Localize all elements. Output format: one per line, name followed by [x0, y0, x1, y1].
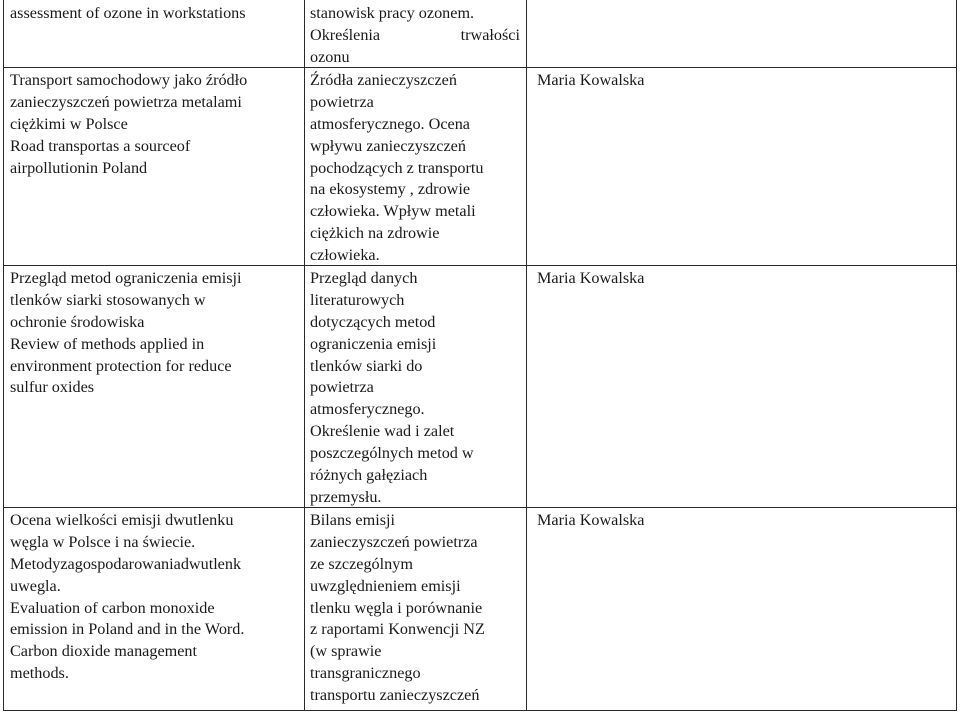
description-line: (w sprawie	[310, 642, 382, 661]
topic-title-line: methods.	[10, 664, 69, 683]
description-line: powietrza	[310, 378, 374, 397]
row-2-title-cell	[10, 268, 300, 399]
description-line: literaturowych	[310, 290, 405, 309]
topic-title-line: uwegla.	[10, 576, 61, 595]
table-border-right	[956, 0, 957, 711]
row-2-supervisor-cell	[537, 268, 947, 290]
topic-title-line: assessment of ozone in workstations	[10, 4, 246, 22]
column-divider-2	[526, 0, 527, 711]
description-line: z raportami Konwencji NZ	[310, 620, 485, 639]
description-line: atmosferycznego. Ocena	[310, 114, 470, 133]
row-1-title-cell	[10, 70, 300, 179]
topic-title-line: sulfur oxides	[10, 378, 95, 397]
row-1-supervisor-cell	[537, 70, 947, 92]
description-line: pochodzących z transportu	[310, 158, 484, 177]
description-line: stanowisk pracy ozonem.	[310, 4, 475, 22]
description-line: wpływu zanieczyszczeń	[310, 136, 466, 155]
description-line: zanieczyszczeń powietrza	[310, 532, 478, 551]
topic-title-line: environment protection for reduce	[10, 356, 232, 375]
row-3-title-cell	[10, 510, 300, 685]
column-divider-1	[304, 0, 305, 711]
description-line: Przegląd danych	[310, 269, 418, 287]
description-line: transportu zanieczyszczeń	[310, 686, 480, 705]
description-line: atmosferycznego.	[310, 400, 425, 419]
description-line: Bilans emisji	[310, 511, 395, 529]
description-line: ograniczenia emisji	[310, 334, 437, 353]
topic-title-line: Carbon dioxide management	[10, 642, 198, 661]
topic-title-line: Evaluation of carbon monoxide	[10, 598, 215, 617]
description-word: Określenia	[310, 25, 381, 44]
row-1-description-cell	[310, 70, 520, 267]
description-line: człowieka.	[310, 246, 380, 265]
description-line: tlenku węgla i porównanie	[310, 598, 483, 617]
topic-title-line: Metodyzagospodarowaniadwutlenk	[10, 554, 242, 573]
row-3-supervisor-cell	[537, 510, 947, 532]
description-line: dotyczących metod	[310, 312, 436, 331]
supervisor-name: Maria Kowalska	[537, 71, 645, 89]
table-border-left	[3, 0, 4, 711]
topic-title-line: emission in Poland and in the Word.	[10, 620, 245, 639]
description-word: trwałości	[460, 25, 520, 44]
row-3-description-cell	[310, 510, 520, 707]
topic-title-line: zanieczyszczeń powietrza metalami	[10, 92, 242, 111]
description-line: różnych gałęziach	[310, 466, 428, 485]
topic-title-line: tlenków siarki stosowanych w	[10, 290, 206, 309]
supervisor-name: Maria Kowalska	[537, 269, 645, 287]
description-line: powietrza	[310, 92, 374, 111]
topic-title-line: Road transportas a sourceof	[10, 136, 191, 155]
topic-title-line: Transport samochodowy jako źródło	[10, 71, 248, 89]
description-line: tlenków siarki do	[310, 356, 423, 375]
description-line-justified	[310, 25, 520, 47]
topic-title-line: Przegląd metod ograniczenia emisji	[10, 269, 242, 287]
topic-title-line: węgla w Polsce i na świecie.	[10, 532, 196, 551]
topic-title-line: Ocena wielkości emisji dwutlenku	[10, 511, 234, 529]
description-line: poszczególnych metod w	[310, 444, 474, 463]
description-line: transgranicznego	[310, 664, 421, 683]
topic-title-line: airpollutionin Poland	[10, 158, 148, 177]
description-line: człowieka. Wpływ metali	[310, 202, 476, 221]
description-line: Określenie wad i zalet	[310, 422, 455, 441]
description-line: na ekosystemy , zdrowie	[310, 180, 471, 199]
header-row-title-cell	[10, 3, 300, 25]
thesis-topics-table	[3, 0, 957, 711]
description-line: Źródła zanieczyszczeń	[310, 71, 457, 89]
row-2-description-cell	[310, 268, 520, 509]
table-border-bottom	[3, 710, 957, 711]
description-line: uwzględnieniem emisji	[310, 576, 461, 595]
description-line: ciężkich na zdrowie	[310, 224, 440, 243]
topic-title-line: Review of methods applied in	[10, 334, 205, 353]
description-line: ze szczególnym	[310, 554, 413, 573]
topic-title-line: ciężkimi w Polsce	[10, 114, 128, 133]
topic-title-line: ochronie środowiska	[10, 312, 145, 331]
header-row-description-cell	[310, 3, 520, 69]
description-line: ozonu	[310, 47, 350, 66]
supervisor-name: Maria Kowalska	[537, 511, 645, 529]
description-line: przemysłu.	[310, 487, 382, 506]
